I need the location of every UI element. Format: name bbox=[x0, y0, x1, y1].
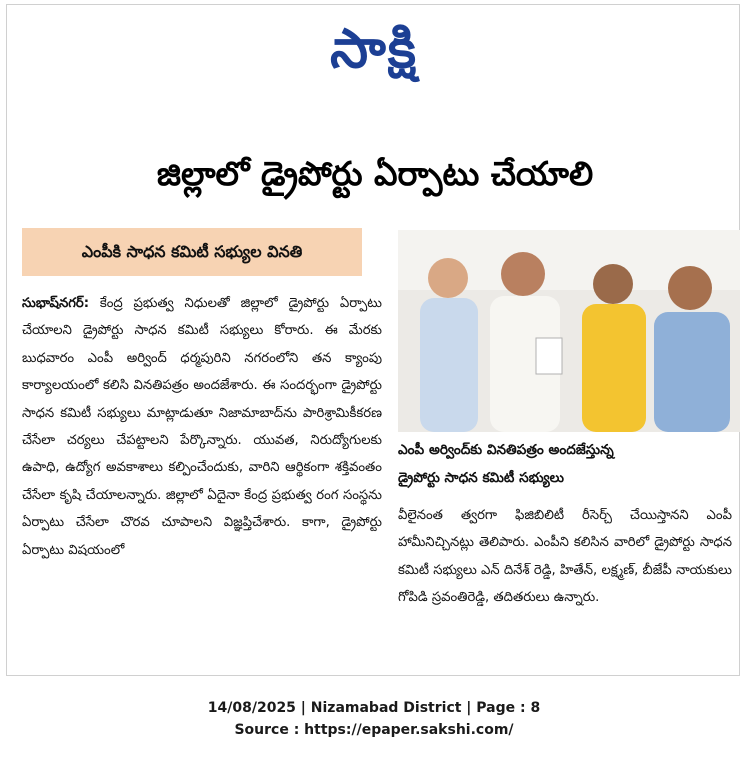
article-subheadline: ఎంపీకి సాధన కమిటీ సభ్యుల వినతి bbox=[22, 228, 362, 276]
footer-source-link: Source : https://epaper.sakshi.com/ bbox=[234, 722, 514, 738]
photo-caption-line-1: ఎంపీ అర్వింద్‌కు వినతిపత్రం అందజేస్తున్న bbox=[398, 442, 614, 458]
newspaper-masthead: సాక్షి bbox=[330, 17, 418, 80]
article-dateline: సుభాష్‌నగర్‌: bbox=[22, 296, 89, 311]
article-body-right bbox=[398, 502, 732, 662]
footer-edition-info: 14/08/2025 | Nizamabad District | Page : 8 bbox=[207, 700, 541, 716]
article-body-left-text: కేంద్ర ప్రభుత్వ నిధులతో జిల్లాలో డ్రైపోర్టు ఏర్పాటు చేయాలని డ్రైపోర్టు సాధన కమిటీ సభ్యులు కోరారు. ఈ మేరకు బుధవారం ఎంపీ అర్వింద్‌ ధర్మపురిని నగరంలోని తన క్యాంపు కార్యాలయంలో కలిసి వినతిపత్రం అందజేశారు. ఈ సందర్భంగా డ్రైపోర్టు సాధన కమిటీ సభ్యులు మాట్లాడుతూ నిజామాబాద్‌ను పారిశ్రామికీకరణ చేసేలా చర్యలు చేపట్టాలని పేర్కొన్నారు. యువత, నిరుద్యోగులకు ఉపాధి, ఉద్యోగ అవకాశాలు కల్పించేందుకు, వారిని ఆర్థికంగా శక్తివంతం చేసేలా కృషి చేయాలన్నారు. జిల్లాలో ఏదైనా కేంద్ర ప్రభుత్వ రంగ సంస్థను ఏర్పాటు చేసేలా చొరవ చూపాలని విజ్ఞప్తిచేశారు. కాగా, డ్రైపోర్టు ఏర్పాటు విషయంలో bbox=[22, 296, 382, 558]
article-headline: జిల్లాలో డ్రైపోర్టు ఏర్పాటు చేయాలి bbox=[156, 154, 594, 193]
article-body-right-text: వీలైనంత త్వరగా ఫిజిబిలిటీ రీసెర్చ్‌ చేయిస్తానని ఎంపీ హామీనిచ్చినట్లు తెలిపారు. ఎంపీని కలిసిన వారిలో డ్రైపోర్టు సాధన కమిటీ సభ్యులు ఎన్‌ దినేశ్‌ రెడ్డి, హితేన్‌, లక్ష్మణ్‌, బీజేపీ నాయకులు గోపిడి స్రవంతిరెడ్డి, తదితరులు ఉన్నారు. bbox=[398, 508, 732, 606]
meeting-photo-illustration bbox=[398, 230, 740, 432]
article-photo bbox=[398, 230, 740, 432]
photo-caption-line-2: డ్రైపోర్టు సాధన కమిటీ సభ్యులు bbox=[398, 470, 565, 486]
photo-caption bbox=[398, 436, 740, 498]
article-body-left bbox=[22, 290, 382, 662]
